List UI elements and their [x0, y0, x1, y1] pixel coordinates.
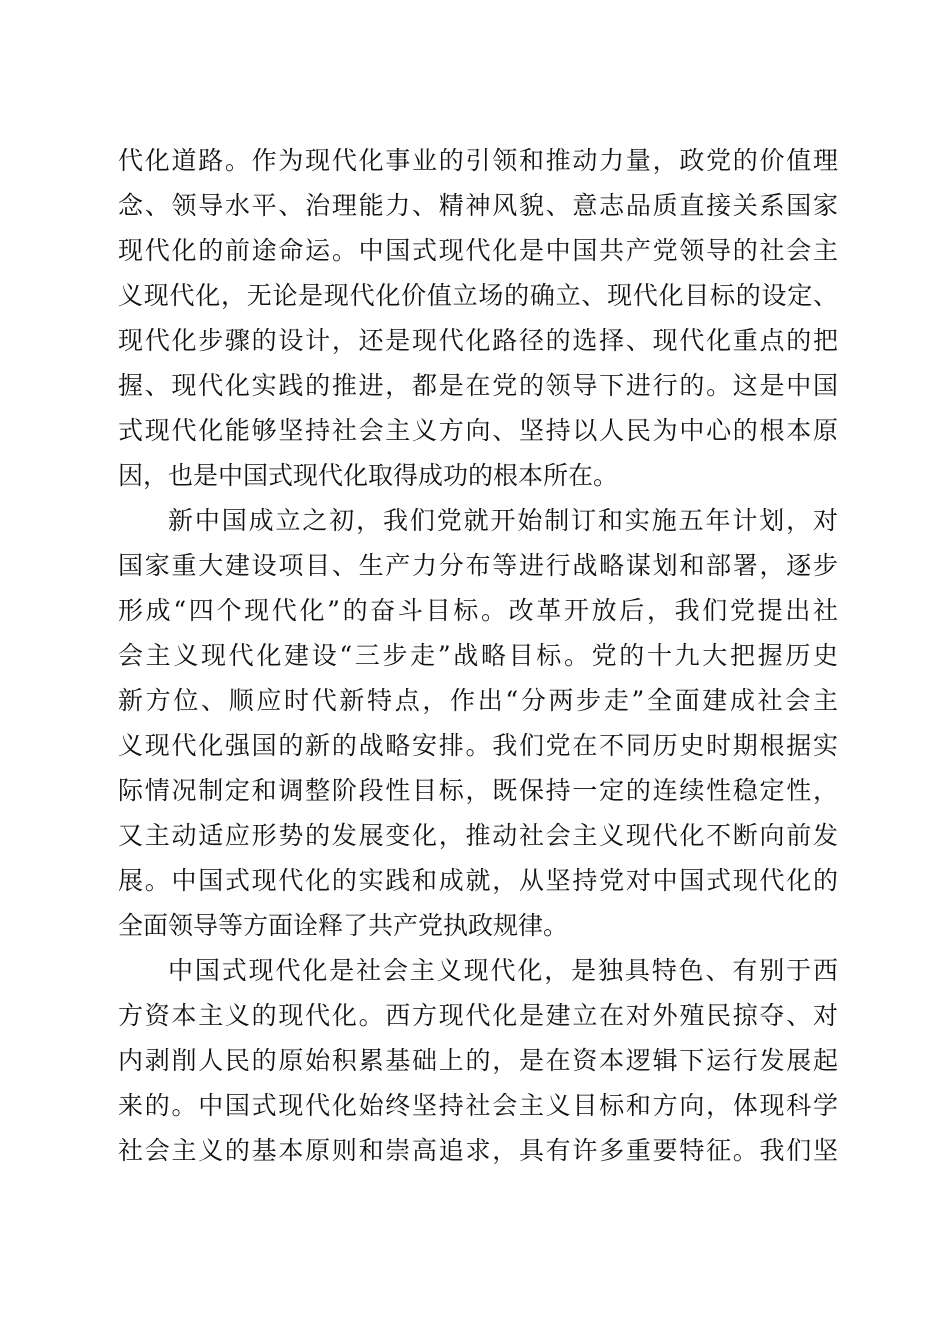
text-line: 来的。中国式现代化始终坚持社会主义目标和方向，体现科学	[118, 1091, 838, 1120]
text-line: 新中国成立之初，我们党就开始制订和实施五年计划，对	[168, 506, 838, 535]
text-line: 义现代化强国的新的战略安排。我们党在不同历史时期根据实	[118, 731, 838, 760]
text-line: 现代化步骤的设计，还是现代化路径的选择、现代化重点的把	[118, 326, 838, 355]
body-text	[118, 138, 838, 1173]
paragraph-3	[118, 948, 838, 1173]
text-line: 义现代化，无论是现代化价值立场的确立、现代化目标的设定、	[118, 281, 838, 310]
paragraph-2	[118, 498, 838, 948]
text-line: 念、领导水平、治理能力、精神风貌、意志品质直接关系国家	[118, 191, 838, 220]
text-line: 展。中国式现代化的实践和成就，从坚持党对中国式现代化的	[118, 866, 838, 895]
text-line: 社会主义的基本原则和崇高追求，具有许多重要特征。我们坚	[118, 1136, 838, 1165]
text-line: 中国式现代化是社会主义现代化，是独具特色、有别于西	[168, 956, 838, 985]
text-line: 国家重大建设项目、生产力分布等进行战略谋划和部署，逐步	[118, 551, 838, 580]
text-line: 又主动适应形势的发展变化，推动社会主义现代化不断向前发	[118, 821, 838, 850]
text-line: 方资本主义的现代化。西方现代化是建立在对外殖民掠夺、对	[118, 1001, 838, 1030]
text-line: 形成“四个现代化”的奋斗目标。改革开放后，我们党提出社	[118, 596, 838, 625]
text-line: 现代化的前途命运。中国式现代化是中国共产党领导的社会主	[118, 236, 838, 265]
text-line: 握、现代化实践的推进，都是在党的领导下进行的。这是中国	[118, 371, 838, 400]
text-line: 内剥削人民的原始积累基础上的，是在资本逻辑下运行发展起	[118, 1046, 838, 1075]
text-line: 因，也是中国式现代化取得成功的根本所在。	[118, 461, 619, 490]
text-line: 代化道路。作为现代化事业的引领和推动力量，政党的价值理	[118, 146, 838, 175]
text-line: 际情况制定和调整阶段性目标，既保持一定的连续性稳定性，	[118, 776, 838, 805]
paragraph-1	[118, 138, 838, 498]
text-line: 全面领导等方面诠释了共产党执政规律。	[118, 911, 569, 940]
text-line: 式现代化能够坚持社会主义方向、坚持以人民为中心的根本原	[118, 416, 838, 445]
text-line: 新方位、顺应时代新特点，作出“分两步走”全面建成社会主	[118, 686, 838, 715]
text-line: 会主义现代化建设“三步走”战略目标。党的十九大把握历史	[118, 641, 838, 670]
